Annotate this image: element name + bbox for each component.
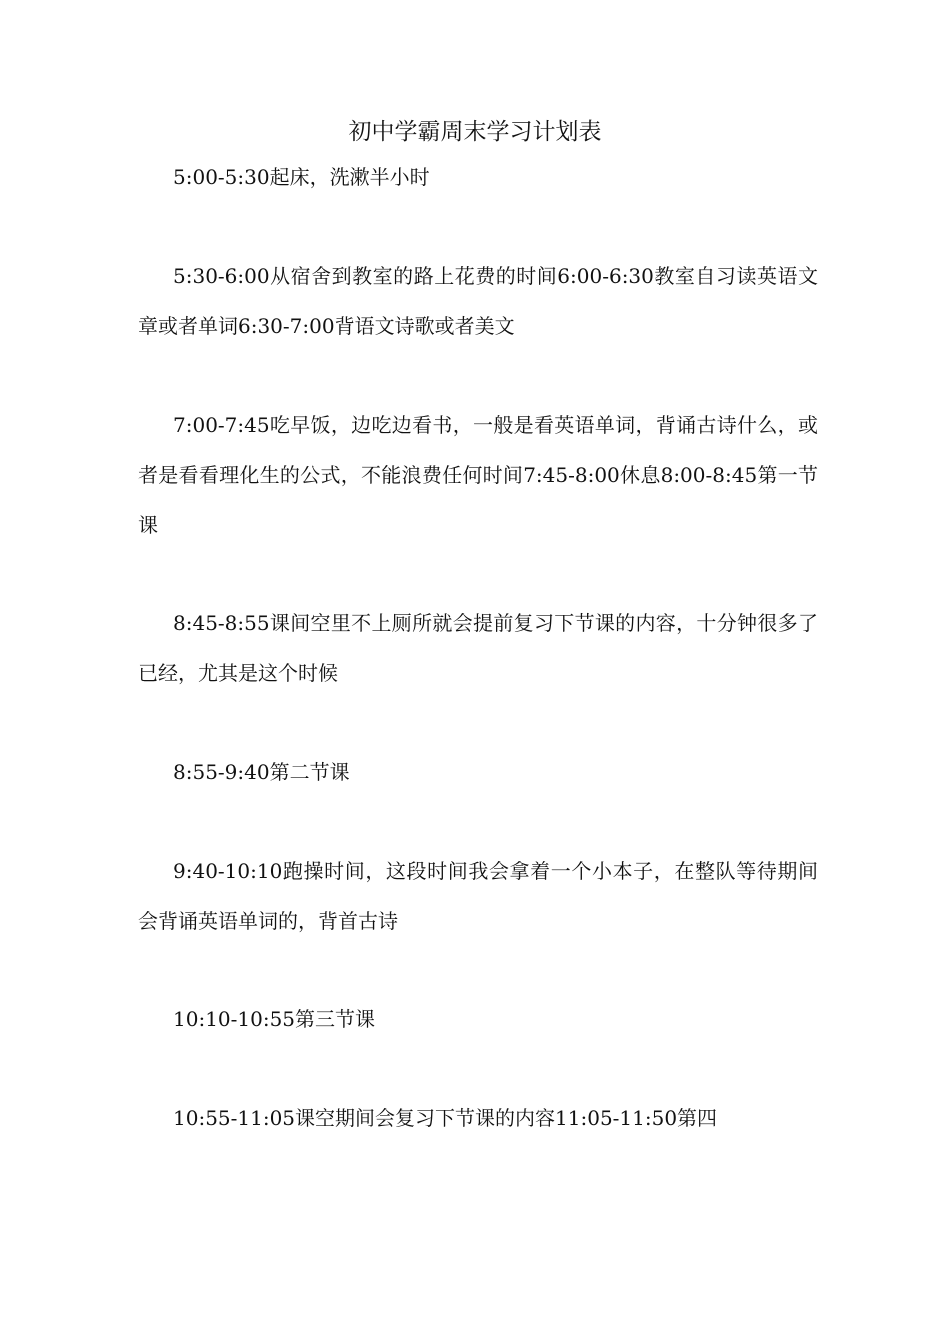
- schedule-paragraph-2: 5:30-6:00从宿舍到教室的路上花费的时间6:00-6:30教室自习读英语文章或者单词6:30-7:00背语文诗歌或者美文: [138, 264, 818, 338]
- schedule-paragraph-7: 10:10-10:55第三节课: [173, 1007, 376, 1031]
- schedule-paragraph-3: 7:00-7:45吃早饭，边吃边看书，一般是看英语单词，背诵古诗什么，或者是看看理化生的公式，不能浪费任何时间7:45-8:00休息8:00-8:45第一节课: [138, 413, 818, 537]
- schedule-paragraph-4: 8:45-8:55课间空里不上厕所就会提前复习下节课的内容，十分钟很多了已经，尤其是这个时候: [138, 611, 818, 685]
- schedule-paragraph-5: 8:55-9:40第二节课: [173, 760, 350, 784]
- schedule-paragraph-1: 5:00-5:30起床，洗漱半小时: [173, 165, 430, 189]
- schedule-paragraph-6: 9:40-10:10跑操时间，这段时间我会拿着一个小本子，在整队等待期间会背诵英语单词的，背首古诗: [138, 859, 818, 933]
- schedule-paragraph-8: 10:55-11:05课空期间会复习下节课的内容11:05-11:50第四: [173, 1106, 718, 1130]
- document-title: 初中学霸周末学习计划表: [348, 119, 602, 145]
